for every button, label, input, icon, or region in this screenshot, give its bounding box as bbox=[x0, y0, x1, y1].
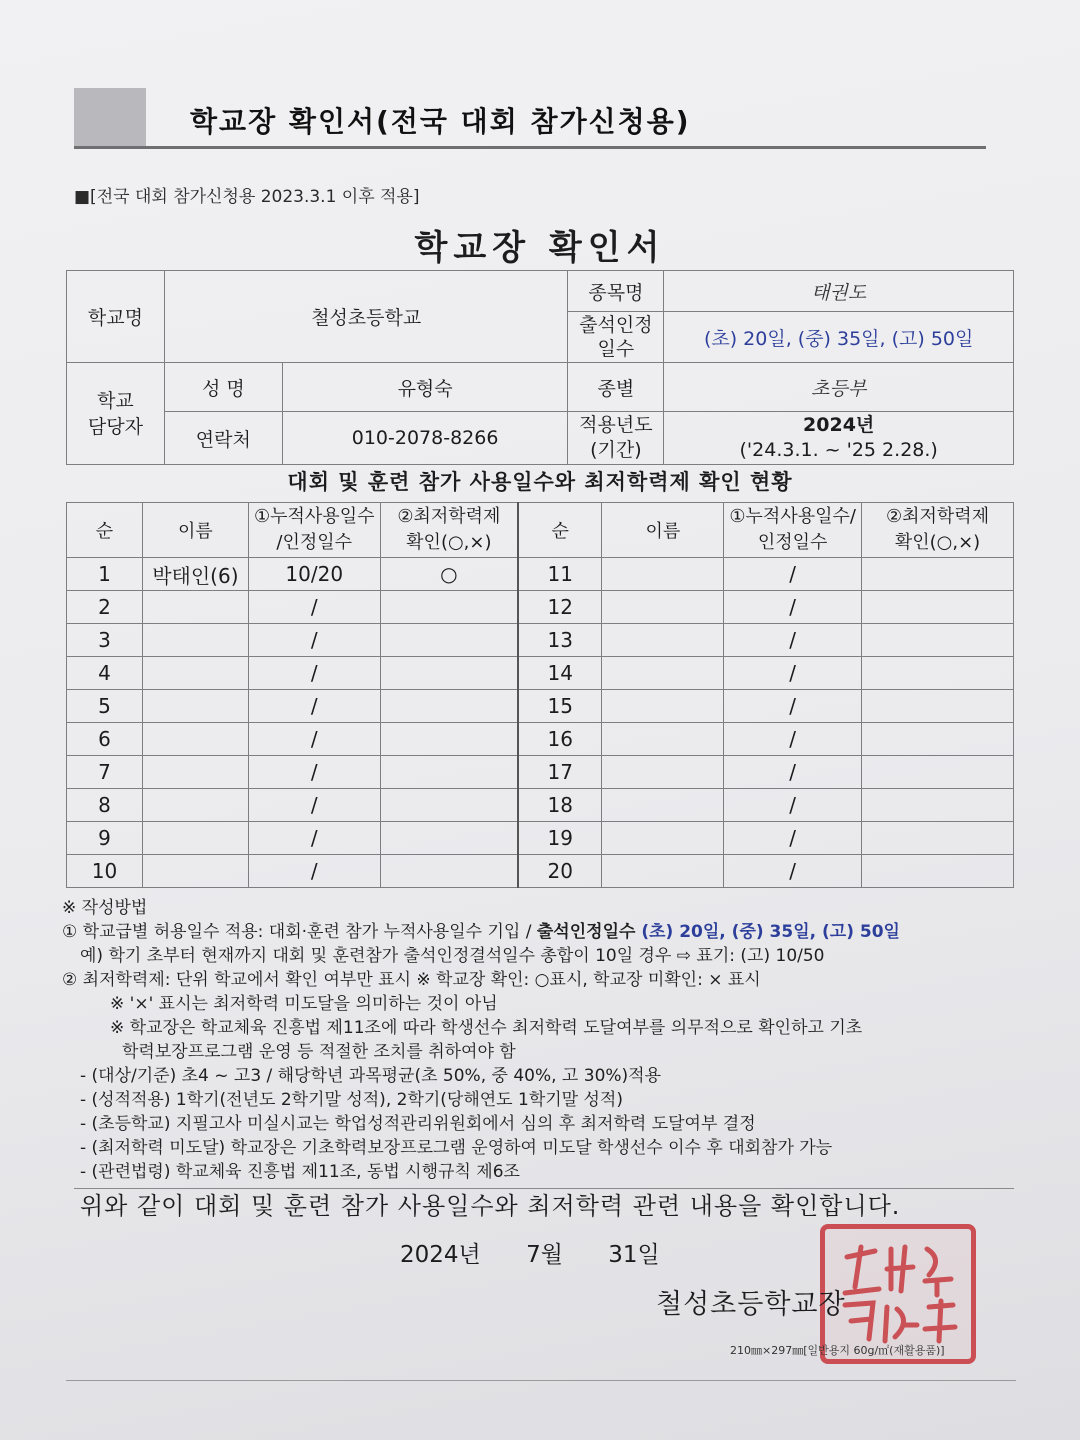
row-name bbox=[602, 657, 724, 690]
row-check: ○ bbox=[380, 558, 518, 591]
row-name bbox=[142, 624, 248, 657]
header-gray-block bbox=[74, 88, 146, 146]
row-name bbox=[602, 789, 724, 822]
row-check bbox=[862, 756, 1014, 789]
row-number: 9 bbox=[67, 822, 143, 855]
row-number: 14 bbox=[518, 657, 602, 690]
header-title: 학교장 확인서(전국 대회 참가신청용) bbox=[190, 105, 691, 138]
row-name bbox=[602, 723, 724, 756]
note-2-sub2-cont: 학력보장프로그램 운영 등 적절한 조치를 취하여야 함 bbox=[122, 1042, 516, 1062]
info-table bbox=[66, 270, 1014, 465]
row-name: 박태인(6) bbox=[142, 558, 248, 591]
note-1-text: ① 학교급별 허용일수 적용: 대회·훈련 참가 누적사용일수 기입 / bbox=[62, 922, 537, 942]
name-value: 유형숙 bbox=[282, 363, 568, 412]
row-check bbox=[380, 789, 518, 822]
paper-spec: 210㎜×297㎜[일반용지 60g/㎡(재활용품)] bbox=[730, 1344, 945, 1357]
row-check bbox=[862, 789, 1014, 822]
table-row bbox=[67, 657, 1014, 690]
row-number: 8 bbox=[67, 789, 143, 822]
row-days: / bbox=[248, 690, 380, 723]
confirm-statement: 위와 같이 대회 및 훈련 참가 사용일수와 최저학력 관련 내용을 확인합니다. bbox=[80, 1192, 901, 1220]
row-number: 1 bbox=[67, 558, 143, 591]
note-2-sub1: ※ '×' 표시는 최저학력 미도달을 의미하는 것이 아님 bbox=[110, 994, 498, 1014]
header-cell: 순 bbox=[67, 503, 143, 558]
row-check bbox=[862, 657, 1014, 690]
manager-label: 학교 담당자 bbox=[67, 363, 165, 465]
year-label: 적용년도 (기간) bbox=[568, 412, 664, 465]
note-2-sub2: ※ 학교장은 학교체육 진흥법 제11조에 따라 학생선수 최저학력 도달여부를 의무적으로 확인하고 기초 bbox=[110, 1018, 863, 1038]
row-number: 17 bbox=[518, 756, 602, 789]
table-row bbox=[67, 558, 1014, 591]
row-days: / bbox=[248, 822, 380, 855]
row-days: / bbox=[248, 756, 380, 789]
header-cell: ①누적사용일수/ 인정일수 bbox=[724, 503, 862, 558]
detail-2: - (성적적용) 1학기(전년도 2학기말 성적), 2학기(당해연도 1학기말 성적) bbox=[80, 1090, 623, 1110]
row-days: / bbox=[724, 822, 862, 855]
attendance-value: (초) 20일, (중) 35일, (고) 50일 bbox=[664, 312, 1014, 363]
writing-instructions bbox=[62, 896, 1022, 1184]
row-name bbox=[602, 624, 724, 657]
date-month: 7월 bbox=[526, 1242, 563, 1268]
row-check bbox=[380, 855, 518, 888]
header-cell: 순 bbox=[518, 503, 602, 558]
table-row bbox=[67, 756, 1014, 789]
year-value: 2024년 bbox=[803, 414, 875, 436]
row-name bbox=[142, 822, 248, 855]
row-days: / bbox=[248, 855, 380, 888]
row-number: 18 bbox=[518, 789, 602, 822]
year-cell bbox=[664, 412, 1014, 465]
principal-name: 철성초등학교장 bbox=[656, 1289, 846, 1320]
row-check bbox=[862, 723, 1014, 756]
contact-label: 연락처 bbox=[164, 412, 282, 465]
row-check bbox=[380, 822, 518, 855]
note-1-bold: 출석인정일수 bbox=[536, 922, 636, 942]
row-days: / bbox=[248, 624, 380, 657]
contact-value: 010-2078-8266 bbox=[282, 412, 568, 465]
row-name bbox=[142, 657, 248, 690]
note-2: ② 최저학력제: 단위 학교에서 확인 여부만 표시 ※ 학교장 확인: ○표시, 학교장 미확인: × 표시 bbox=[62, 970, 761, 990]
row-check bbox=[380, 723, 518, 756]
school-label: 학교명 bbox=[67, 271, 165, 363]
row-check bbox=[380, 756, 518, 789]
detail-5: - (관련법령) 학교체육 진흥법 제11조, 동법 시행규칙 제6조 bbox=[80, 1162, 520, 1182]
row-days: / bbox=[248, 657, 380, 690]
row-check bbox=[862, 855, 1014, 888]
table-row bbox=[67, 723, 1014, 756]
note-1-cont: 예) 학기 초부터 현재까지 대회 및 훈련참가 출석인정결석일수 총합이 10일 경우 ⇨ 표기: (고) 10/50 bbox=[80, 946, 825, 966]
issue-date bbox=[400, 1236, 660, 1269]
sport-value: 태권도 bbox=[664, 271, 1014, 312]
detail-4: - (최저학력 미도달) 학교장은 기초학력보장프로그램 운영하여 미도달 학생선수 이수 후 대회참가 가능 bbox=[80, 1138, 833, 1158]
row-name bbox=[142, 690, 248, 723]
attendance-label: 출석인정 일수 bbox=[568, 312, 664, 363]
table-row bbox=[67, 624, 1014, 657]
date-day: 31일 bbox=[608, 1242, 660, 1268]
row-days: / bbox=[248, 591, 380, 624]
row-days: 10/20 bbox=[248, 558, 380, 591]
row-name bbox=[142, 855, 248, 888]
row-days: / bbox=[724, 855, 862, 888]
row-number: 10 bbox=[67, 855, 143, 888]
header-cell: 이름 bbox=[602, 503, 724, 558]
row-days: / bbox=[724, 789, 862, 822]
row-check bbox=[380, 624, 518, 657]
table-row bbox=[67, 591, 1014, 624]
row-name bbox=[142, 723, 248, 756]
table-row bbox=[67, 855, 1014, 888]
row-days: / bbox=[724, 756, 862, 789]
row-days: / bbox=[248, 789, 380, 822]
row-number: 3 bbox=[67, 624, 143, 657]
row-check bbox=[862, 690, 1014, 723]
sport-label: 종목명 bbox=[568, 271, 664, 312]
row-check bbox=[862, 624, 1014, 657]
row-number: 2 bbox=[67, 591, 143, 624]
bottom-rule bbox=[66, 1380, 1016, 1381]
row-days: / bbox=[724, 657, 862, 690]
header-rule bbox=[74, 146, 986, 149]
row-name bbox=[602, 558, 724, 591]
row-number: 4 bbox=[67, 657, 143, 690]
row-days: / bbox=[724, 624, 862, 657]
header-cell: 이름 bbox=[142, 503, 248, 558]
row-number: 12 bbox=[518, 591, 602, 624]
category-label: 종별 bbox=[568, 363, 664, 412]
row-check bbox=[380, 657, 518, 690]
school-value: 철성초등학교 bbox=[164, 271, 568, 363]
row-number: 6 bbox=[67, 723, 143, 756]
row-name bbox=[142, 789, 248, 822]
row-name bbox=[602, 855, 724, 888]
row-number: 20 bbox=[518, 855, 602, 888]
category-value: 초등부 bbox=[664, 363, 1014, 412]
row-number: 15 bbox=[518, 690, 602, 723]
row-name bbox=[602, 690, 724, 723]
row-check bbox=[862, 591, 1014, 624]
row-number: 5 bbox=[67, 690, 143, 723]
row-days: / bbox=[724, 591, 862, 624]
row-check bbox=[862, 822, 1014, 855]
detail-3: - (초등학교) 지필고사 미실시교는 학업성적관리위원회에서 심의 후 최저학력 도달여부 결정 bbox=[80, 1114, 756, 1134]
row-name bbox=[142, 591, 248, 624]
notes-heading: ※ 작성방법 bbox=[62, 898, 148, 918]
row-check bbox=[380, 690, 518, 723]
row-name bbox=[142, 756, 248, 789]
row-days: / bbox=[248, 723, 380, 756]
header-cell: ②최저학력제 확인(○,×) bbox=[862, 503, 1014, 558]
row-name bbox=[602, 756, 724, 789]
document-title: 학교장 확인서 bbox=[414, 228, 666, 268]
name-label: 성 명 bbox=[164, 363, 282, 412]
table-row bbox=[67, 690, 1014, 723]
row-number: 7 bbox=[67, 756, 143, 789]
applies-note: ■[전국 대회 참가신청용 2023.3.1 이후 적용] bbox=[74, 187, 420, 207]
detail-1: - (대상/기준) 초4 ~ 고3 / 해당학년 과목평균(초 50%, 중 40%, 고 30%)적용 bbox=[80, 1066, 662, 1086]
row-number: 11 bbox=[518, 558, 602, 591]
section-title: 대회 및 훈련 참가 사용일수와 최저학력제 확인 현황 bbox=[287, 470, 793, 494]
records-table bbox=[66, 502, 1014, 888]
row-days: / bbox=[724, 690, 862, 723]
row-check bbox=[380, 591, 518, 624]
date-year: 2024년 bbox=[400, 1242, 481, 1268]
table-row bbox=[67, 822, 1014, 855]
row-check bbox=[862, 558, 1014, 591]
row-number: 19 bbox=[518, 822, 602, 855]
row-days: / bbox=[724, 558, 862, 591]
header-cell: ①누적사용일수 /인정일수 bbox=[248, 503, 380, 558]
row-number: 13 bbox=[518, 624, 602, 657]
row-name bbox=[602, 822, 724, 855]
period-value: ('24.3.1. ~ '25 2.28.) bbox=[739, 439, 938, 461]
row-name bbox=[602, 591, 724, 624]
header-cell: ②최저학력제 확인(○,×) bbox=[380, 503, 518, 558]
row-days: / bbox=[724, 723, 862, 756]
note-1 bbox=[62, 920, 1022, 944]
note-1-blue: (초) 20일, (중) 35일, (고) 50일 bbox=[635, 922, 900, 942]
row-number: 16 bbox=[518, 723, 602, 756]
table-row bbox=[67, 789, 1014, 822]
